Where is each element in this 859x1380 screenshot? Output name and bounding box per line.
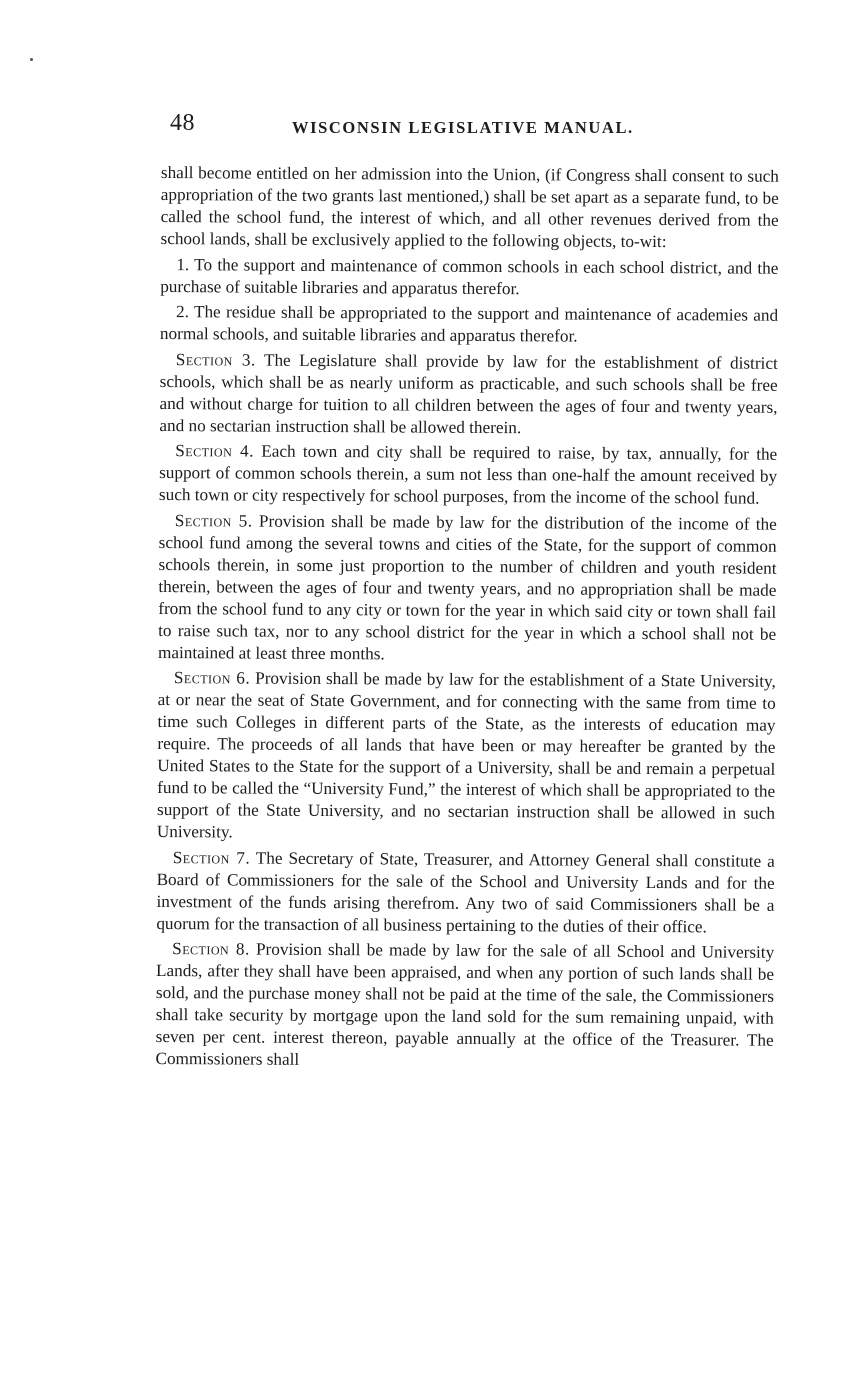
section-label: Section 5.: [174, 510, 253, 531]
paragraph-text: shall become entitled on her admission into the Union, (if Congress shall consent to such appropriation of the two grants last mentioned,) shall be set apart as a separate fund, to be called the school fund, the interest of which, and all other revenues derived from the school lands, shall be exclusively applied to the following objects, to-wit:: [160, 162, 779, 252]
body-text: [155, 162, 779, 1077]
paragraph-section-6: [157, 667, 776, 847]
section-label: Section 6.: [173, 668, 251, 688]
paragraph-item-2: [160, 301, 778, 349]
paragraph-text: Provision shall be made by law for the distribution of the income of the school fund among the several towns and cities of the State, for the support of common schools therein, in some just proportion to the number of children and youth resident therein, between the ages of four and twenty years, and no appropriation shall be made from the school fund to any city or town for the year in which said city or town shall fail to raise such tax, nor to any school district for the year in which a school shall not be maintained at least three months.: [157, 511, 777, 663]
paragraph-text: Each town and city shall be required to raise, by tax, annually, for the support of common schools therein, a sum not less than one-half the amount received by such town or city respectively for school purposes, from the income of the school fund.: [158, 441, 778, 508]
section-label: Section 3.: [175, 349, 256, 370]
paragraph-text: Provision shall be made by law for the sale of all School and University Lands, after they shall have been appraised, and when any portion of such lands shall be sold, and the purchase money shall not be paid at the time of the sale, the Commissioners shall take security by mortgage upon the land sold for the sum remaining unpaid, with seven per cent. interest thereon, payable annually at the office of the Treasurer. The Commissioners shall: [155, 939, 775, 1069]
running-head: WISCONSIN LEGISLATIVE MANUAL.: [292, 118, 634, 137]
section-label: Section 8.: [172, 939, 250, 959]
paragraph-item-1: [160, 253, 778, 301]
paragraph-section-8: [155, 938, 774, 1074]
section-label: Section 4.: [175, 441, 255, 461]
paragraph-text: 2. The residue shall be appropriated to the support and maintenance of academies and normal schools, and suitable libraries and apparatus therefor.: [159, 302, 779, 346]
page-speck: [30, 58, 33, 61]
page-number: 48: [170, 110, 195, 136]
paragraph-section-3: [159, 348, 778, 440]
paragraph-text: The Legislature shall provide by law for the establishment of district schools, which shall be as nearly uniform as practicable, and such schools shall be free and without charge for tuition to all children between the ages of four and twenty years, and no sectarian instruction shall be allowed therein.: [159, 350, 778, 437]
paragraph-section-5: [158, 509, 777, 667]
paragraph-text: Provision shall be made by law for the establishment of a State University, at or near the seat of State Government, and for connecting with the same from time to time such Colleges in different parts of the State, as the interests of education may require. The proceeds of all lands that have been or may hereafter be granted by the United States to the State for the support of a University, shall be and remain a perpetual fund to be called the “University Fund,” the interest of which shall be appropriated to the support of the State University, and no sectarian instruction shall be allowed in such University.: [156, 668, 776, 842]
paragraph-text: The Secretary of State, Treasurer, and Attorney General shall constitute a Board of Commissioners for the sale of the School and University Lands and for the investment of the funds arising therefrom. Any two of said Commissioners shall be a quorum for the transaction of all business pertaining to the duties of their office.: [156, 848, 775, 936]
paragraph-text: 1. To the support and maintenance of common schools in each school district, and the purchase of suitable libraries and apparatus therefor.: [160, 254, 779, 298]
paragraph-continuation: [160, 162, 779, 254]
paragraph-section-4: [159, 440, 777, 510]
paragraph-section-7: [156, 846, 775, 938]
section-label: Section 7.: [172, 847, 251, 868]
